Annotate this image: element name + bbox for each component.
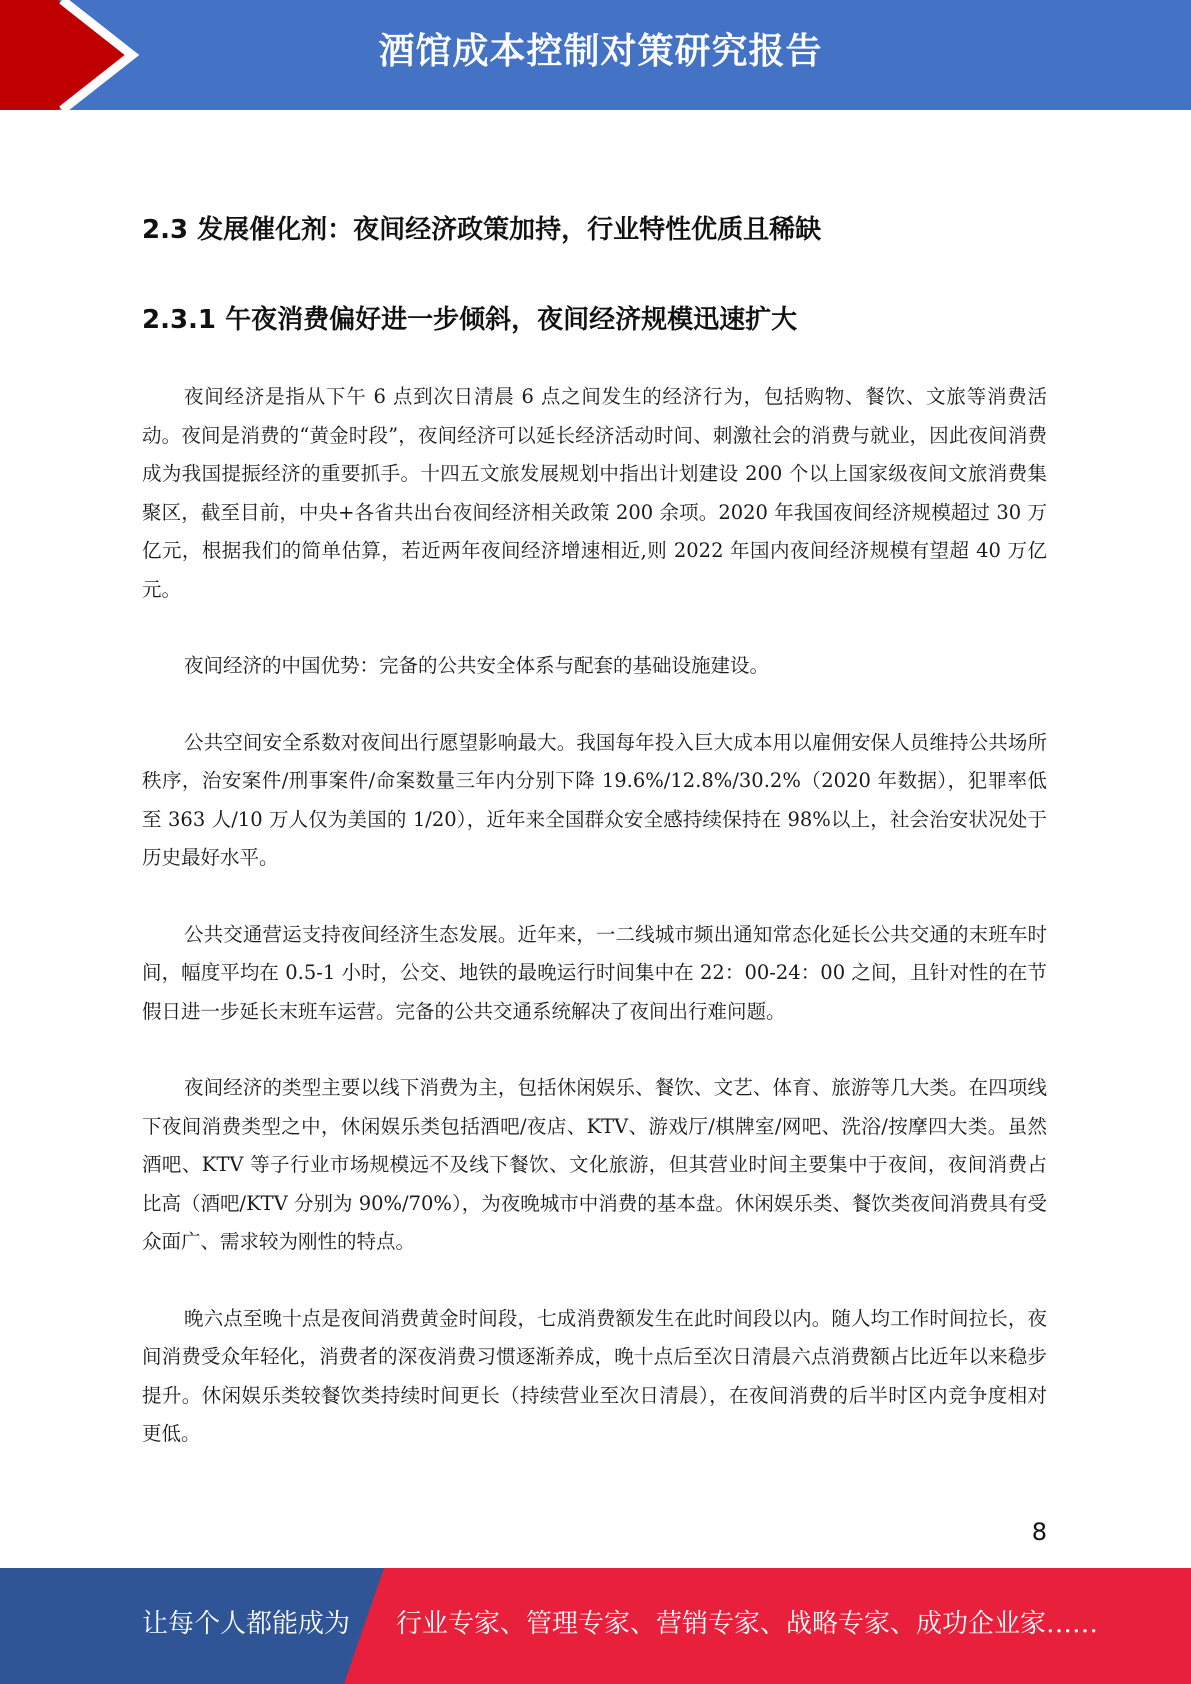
paragraph: 夜间经济的中国优势：完备的公共安全体系与配套的基础设施建设。 xyxy=(184,654,770,677)
paragraph: 夜间经济的类型主要以线下消费为主，包括休闲娱乐、餐饮、文艺、体育、旅游等几大类。在四项线下夜间消费类型之中，休闲娱乐类包括酒吧/夜店、KTV、游戏厅/棋牌室/网吧、洗浴/按摩四大类。虽然酒吧、KTV 等子行业市场规模远不及线下餐饮、文化旅游，但其营业时间主要集中于夜间，夜间消费占比高（酒吧/KTV 分别为 90%/70%），为夜晚城市中消费的基本盘。休闲娱乐类、餐饮类夜间消费具有受众面广、需求较为刚性的特点。 xyxy=(142,1076,1047,1253)
paragraph: 公共空间安全系数对夜间出行愿望影响最大。我国每年投入巨大成本用以雇佣安保人员维持公共场所秩序，治安案件/刑事案件/命案数量三年内分别下降 19.6%/12.8%/30.2%（2020 年数据），犯罪率低至 363 人/10 万人仅为美国的 1/20），近年来全国群众安全感持续保持在 98%以上，社会治安状况处于历史最好水平。 xyxy=(142,730,1047,869)
footer-banner xyxy=(0,1568,1191,1684)
page-number: 8 xyxy=(1031,1518,1047,1546)
footer-slogan-left: 让每个人都能成为 xyxy=(142,1609,351,1639)
paragraph: 公共交通营运支持夜间经济生态发展。近年来，一二线城市频出通知常态化延长公共交通的末班车时间，幅度平均在 0.5-1 小时，公交、地铁的最晚运行时间集中在 22：00-24：00 之间，且针对性的在节假日进一步延长末班车运营。完备的公共交通系统解决了夜间出行难问题。 xyxy=(142,922,1047,1023)
header-banner xyxy=(0,0,1191,110)
subsection-heading: 2.3.1 午夜消费偏好进一步倾斜，夜间经济规模迅速扩大 xyxy=(142,305,798,335)
report-title: 酒馆成本控制对策研究报告 xyxy=(378,31,823,72)
paragraph: 晚六点至晚十点是夜间消费黄金时间段，七成消费额发生在此时间段以内。随人均工作时间拉长，夜间消费受众年轻化，消费者的深夜消费习惯逐渐养成，晚十点后至次日清晨六点消费额占比近年以来稳步提升。休闲娱乐类较餐饮类持续时间更长（持续营业至次日清晨），在夜间消费的后半时区内竞争度相对更低。 xyxy=(142,1306,1047,1445)
paragraph: 夜间经济是指从下午 6 点到次日清晨 6 点之间发生的经济行为，包括购物、餐饮、文旅等消费活动。夜间是消费的“黄金时段”，夜间经济可以延长经济活动时间、刺激社会的消费与就业，因此夜间消费成为我国提振经济的重要抓手。十四五文旅发展规划中指出计划建设 200 个以上国家级夜间文旅消费集聚区，截至目前，中央+各省共出台夜间经济相关政策 200 余项。2020 年我国夜间经济规模超过 30 万亿元，根据我们的简单估算，若近两年夜间经济增速相近,则 2022 年国内夜间经济规模有望超 40 万亿元。 xyxy=(142,385,1047,601)
section-heading: 2.3 发展催化剂：夜间经济政策加持，行业特性优质且稀缺 xyxy=(142,215,822,245)
main-content xyxy=(142,210,1047,1492)
footer-slogan-right: 行业专家、管理专家、营销专家、战略专家、成功企业家…… xyxy=(396,1609,1099,1639)
